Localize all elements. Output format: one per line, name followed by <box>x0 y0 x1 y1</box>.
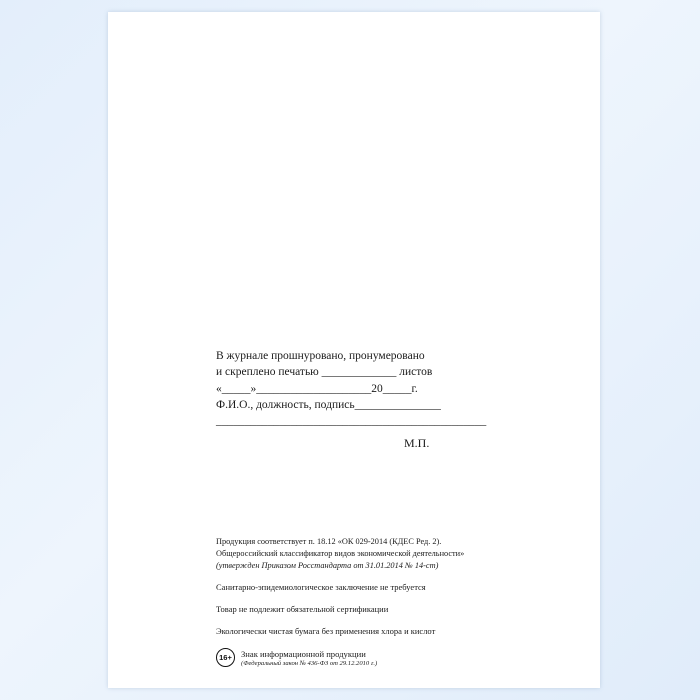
certification-block <box>216 348 546 430</box>
info-mark-text <box>241 648 377 668</box>
footer-block <box>216 536 556 668</box>
stamp-place-label: М.П. <box>404 436 430 450</box>
info-mark-title: Знак информационной продукции <box>241 649 366 660</box>
info-mark-row <box>216 648 556 668</box>
document-page <box>108 12 600 688</box>
age-rating-icon: 16+ <box>216 648 235 667</box>
certification-note: Товар не подлежит обязательной сертификации <box>216 604 389 615</box>
okved-line-2: Общероссийский классификатор видов экономической деятельности» <box>216 549 465 559</box>
info-mark-law: (Федеральный закон № 436-ФЗ от 29.12.2010 г.) <box>241 659 378 667</box>
certification-signature-line: Ф.И.О., должность, подпись_______________ <box>216 398 441 411</box>
certification-line-1: В журнале прошнуровано, пронумеровано <box>216 350 425 362</box>
certification-date-line: «_____»____________________20_____г. <box>216 382 418 395</box>
okved-line-1: Продукция соответствует п. 18.12 «ОК 029-2014 (КДЕС Ред. 2). <box>216 537 442 546</box>
sanitary-note: Санитарно-эпидемиологическое заключение не требуется <box>216 582 426 593</box>
okved-line-3: (утвержден Приказом Росстандарта от 31.01.2014 № 14-ст) <box>216 561 439 571</box>
certification-blank-line: _______________________________________________ <box>216 415 487 428</box>
eco-note: Экологически чистая бумага без применения хлора и кислот <box>216 626 436 637</box>
certification-line-2: и скреплено печатью _____________ листов <box>216 366 433 379</box>
okved-paragraph <box>216 536 556 572</box>
